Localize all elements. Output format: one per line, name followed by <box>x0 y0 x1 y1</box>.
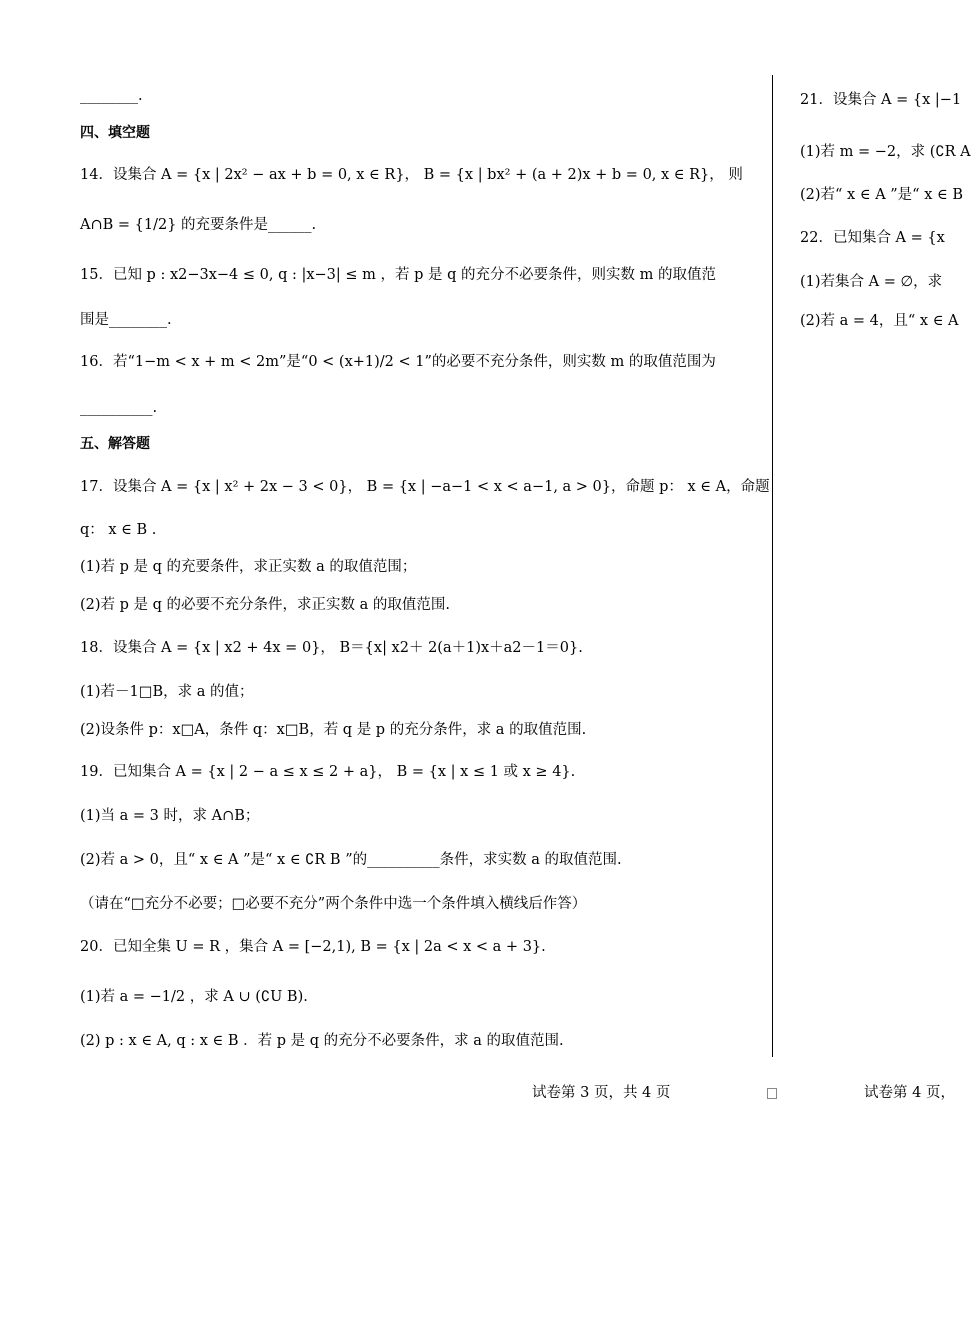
question-17-part-2: (2)若 p 是 q 的必要不充分条件，求正实数 a 的取值范围. <box>80 597 451 613</box>
question-17-line-2: q： x ∈ B . <box>80 522 157 538</box>
section-title-fill-in: 四、填空题 <box>80 125 150 141</box>
question-19-part-2: (2)若 a > 0，且“ x ∈ A ”是“ x ∈ ∁R B ”的__________条件，求实数 a 的取值范围. <box>80 852 622 868</box>
footer-left-page-number: 试卷第 3 页，共 4 页 <box>532 1085 671 1101</box>
question-21-part-1: (1)若 m = −2，求 (∁R A <box>800 144 971 160</box>
question-18-line-1: 18．设集合 A = {x | x2 + 4x = 0}， B＝{x| x2＋ 2(a＋1)x＋a2－1＝0}. <box>80 640 583 656</box>
question-14-line-2: A∩B = {1/2} 的充要条件是______. <box>80 217 317 233</box>
question-18-part-1: (1)若－1□B，求 a 的值； <box>80 684 254 700</box>
question-22-part-2: (2)若 a = 4，且“ x ∈ A <box>800 313 959 329</box>
question-20-part-2: (2) p : x ∈ A, q : x ∈ B ．若 p 是 q 的充分不必要条件，求 a 的取值范围. <box>80 1033 564 1049</box>
question-22-part-1: (1)若集合 A = ∅，求 <box>800 274 943 290</box>
footer-right-page-number: 试卷第 4 页， <box>864 1085 955 1101</box>
question-15-line-2: 围是________. <box>80 312 172 328</box>
section-title-answer: 五、解答题 <box>80 436 150 452</box>
question-20-line-1: 20．已知全集 U = R ，集合 A = [−2,1), B = {x | 2a < x < a + 3}. <box>80 939 546 955</box>
question-21-part-2: (2)若“ x ∈ A ”是“ x ∈ B <box>800 187 963 203</box>
column-divider <box>772 75 773 1057</box>
question-16-line-1: 16．若“1−m < x + m < 2m”是“0 < (x+1)/2 < 1”的必要不充分条件，则实数 m 的取值范围为 <box>80 354 716 370</box>
question-14-line-1: 14．设集合 A = {x | 2x² − ax + b = 0, x ∈ R}， B = {x | bx² + (a + 2)x + b = 0, x ∈ R}， 则 <box>80 167 743 183</box>
question-21-line-1: 21．设集合 A = {x |−1 <box>800 92 962 108</box>
question-18-part-2: (2)设条件 p：x□A，条件 q：x□B，若 q 是 p 的充分条件，求 a 的取值范围. <box>80 722 587 738</box>
footer-right-clip <box>860 1083 955 1107</box>
question-16-line-2: __________. <box>80 400 158 416</box>
question-17-line-1: 17．设集合 A = {x | x² + 2x − 3 < 0}， B = {x | −a−1 < x < a−1, a > 0}，命题 p： x ∈ A，命题 <box>80 479 770 495</box>
question-22-line-1: 22．已知集合 A = {x <box>800 230 945 246</box>
question-15-line-1: 15．已知 p : x2−3x−4 ≤ 0, q : |x−3| ≤ m ，若 p 是 q 的充分不必要条件，则实数 m 的取值范 <box>80 267 716 283</box>
question-17-part-1: (1)若 p 是 q 的充要条件，求正实数 a 的取值范围； <box>80 559 417 575</box>
right-column <box>800 0 971 1344</box>
top-blank-tail: ________. <box>80 88 143 104</box>
question-19-note: （请在“□充分不必要；□必要不充分”两个条件中选一个条件填入横线后作答） <box>80 896 587 912</box>
question-19-part-1: (1)当 a = 3 时，求 A∩B； <box>80 808 260 824</box>
question-19-line-1: 19．已知集合 A = {x | 2 − a ≤ x ≤ 2 + a}， B = {x | x ≤ 1 或 x ≥ 4}. <box>80 764 576 780</box>
question-20-part-1: (1)若 a = −1/2 ，求 A ∪ (∁U B). <box>80 989 308 1005</box>
separator-box-icon <box>767 1088 777 1099</box>
